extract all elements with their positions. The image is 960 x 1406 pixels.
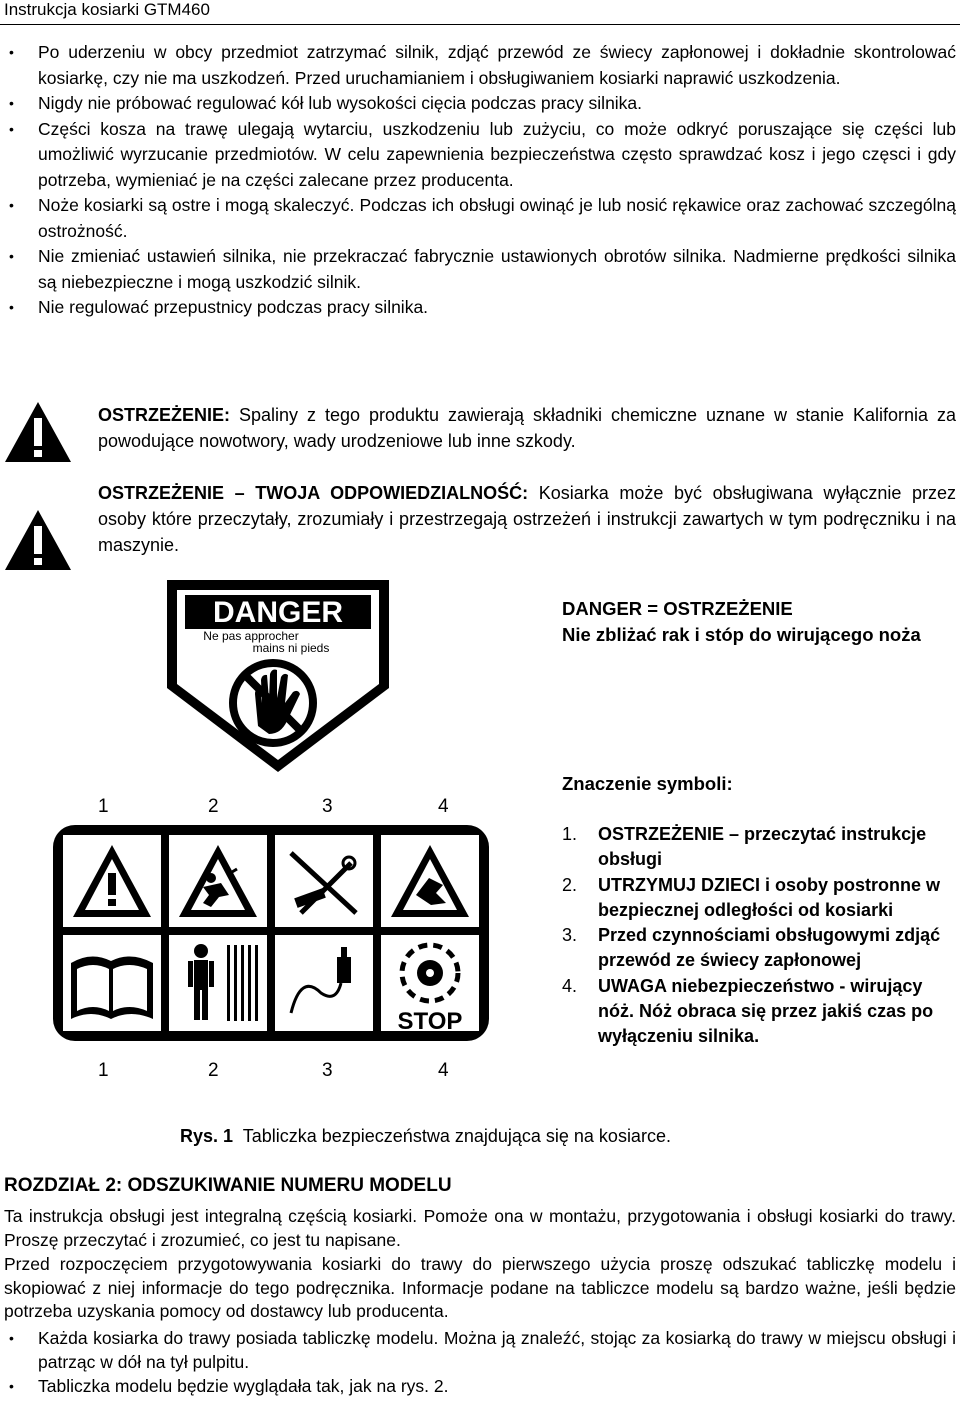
symbols-list [562, 822, 957, 1050]
safety-bullets-top [0, 40, 960, 321]
figure-text: Tabliczka bezpieczeństwa znajdująca się na kosiarce. [233, 1126, 671, 1146]
list-item: • Tabliczka modelu będzie wyglądała tak, jak na rys. 2. [0, 1374, 960, 1398]
list-item: • Każda kosiarka do trawy posiada tabliczkę modelu. Można ją znaleźć, stojąc za kosiarką do trawy w miejscu obsługi i patrząc w dół na tył pulpitu. [0, 1326, 960, 1374]
section-paragraph: Przed rozpoczęciem przygotowywania kosiarki do trawy do pierwszego użycia proszę odszukać tabliczkę modelu i skopiować z niej informacje do tego podręcznika. Informacje podane na tabliczce modelu są bardzo ważne, jeśli będzie potrzeba uzyskania pomocy od dostawcy lub producenta. [4, 1254, 956, 1321]
list-item [562, 923, 957, 974]
warning-body: Kosiarka może być obsługiwana wyłącznie przez osoby które przeczytały, zrozumiały i przestrzegają ostrzeżeń i instrukcji zawartych w tym podręczniku i na maszynie. [98, 483, 956, 555]
danger-caption [562, 596, 952, 648]
item-text: UTRZYMUJ DZIECI i osoby postronne w bezpiecznej odległości od kosiarki [598, 874, 941, 920]
figure-label: Rys. 1 [180, 1126, 234, 1146]
list-item [562, 974, 957, 1050]
item-number: 3. [562, 925, 578, 946]
list-item: • Noże kosiarki są ostre i mogą skaleczyć. Podczas ich obsługi owinąć je lub nosić rękawice oraz zachować szczególną ostrożność. [0, 193, 960, 244]
section-title: ROZDZIAŁ 2: ODSZUKIWANIE NUMERU MODELU [4, 1175, 452, 1196]
symbol-number: 2 [208, 796, 219, 817]
warning-triangle-icon [3, 508, 73, 572]
danger-subtitle-1: Ne pas approcher [203, 629, 299, 643]
section-bullets [0, 1326, 960, 1398]
list-item [562, 873, 957, 924]
symbol-plate [51, 823, 491, 1043]
symbol-number: 4 [438, 1060, 449, 1081]
list-item: • Nie zmieniać ustawień silnika, nie przekraczać fabrycznie ustawionych obrotów silnika. Nadmierne prędkości silnika są niebezpieczne i mogą uszkodzić silnik. [0, 244, 960, 295]
symbol-number: 2 [208, 1060, 219, 1081]
symbol-number: 4 [438, 796, 449, 817]
list-item: • Nie regulować przepustnicy podczas pracy silnika. [0, 295, 960, 321]
danger-title: DANGER [212, 596, 344, 629]
warning-triangle-icon [3, 400, 73, 464]
section-paragraph: Ta instrukcja obsługi jest integralną częścią kosiarki. Pomoże ona w montażu, przygotowania i obsługi kosiarki do trawy. Proszę przeczytać i zrozumieć, co jest tu napisane. [4, 1206, 956, 1250]
page-header: Instrukcja kosiarki GTM460 [4, 0, 210, 19]
warning-label: OSTRZEŻENIE – TWOJA ODPOWIEDZIALNOŚĆ: [98, 483, 529, 503]
symbol-number: 1 [98, 1060, 109, 1081]
warning-label: OSTRZEŻENIE: [98, 405, 231, 425]
list-item: • Nigdy nie próbować regulować kół lub wysokości cięcia podczas pracy silnika. [0, 91, 960, 117]
figure-caption [180, 1126, 671, 1147]
manual-book-icon [71, 956, 153, 1019]
symbols-title: Znaczenie symboli: [562, 773, 733, 794]
stop-label: STOP [397, 1008, 463, 1035]
danger-sign [163, 576, 393, 776]
danger-subtitle-2: mains ni pieds [252, 641, 330, 655]
danger-caption-line1: DANGER = OSTRZEŻENIE [562, 598, 793, 619]
warning-body: Spaliny z tego produktu zawierają składniki chemiczne uznane w stanie Kalifornia za powodujące nowotwory, wady urodzeniowe lub inne szkody. [98, 405, 956, 451]
symbol-number: 3 [322, 796, 333, 817]
item-text: UWAGA niebezpieczeństwo - wirujący nóż. Nóż obraca się przez jakiś czas po wyłączeniu silnika. [598, 975, 934, 1047]
item-text: OSTRZEŻENIE – przeczytać instrukcje obsługi [598, 824, 927, 870]
symbol-number: 1 [98, 796, 109, 817]
header-divider [0, 24, 960, 25]
warning-exhaust [98, 402, 956, 454]
list-item: • Części kosza na trawę ulegają wytarciu, uszkodzeniu lub zużyciu, co może odkryć poruszające się części lub umożliwić wyrzucanie przedmiotów. W celu zapewnienia bezpieczeństwa często sprawdzać kosz i jego częsci i gdy potrzeba, wymieniać je na części zalecane przez producenta. [0, 117, 960, 194]
item-number: 1. [562, 824, 578, 844]
item-number: 2. [562, 874, 578, 895]
danger-caption-line2: Nie zbliżać rak i stóp do wirującego noża [562, 624, 921, 645]
list-item [562, 822, 957, 873]
warning-responsibility [98, 480, 956, 558]
item-number: 4. [562, 975, 578, 996]
item-text: Przed czynnościami obsługowymi zdjąć przewód ze świecy zapłonowej [598, 925, 941, 971]
list-item: • Po uderzeniu w obcy przedmiot zatrzymać silnik, zdjąć przewód ze świecy zapłonowej i dokładnie skontrolować kosiarkę, czy nie ma uszkodzeń. Przed uruchamianiem i obsługiwaniem kosiarki naprawić uszkodzenia. [0, 40, 960, 91]
symbol-number: 3 [322, 1060, 333, 1081]
